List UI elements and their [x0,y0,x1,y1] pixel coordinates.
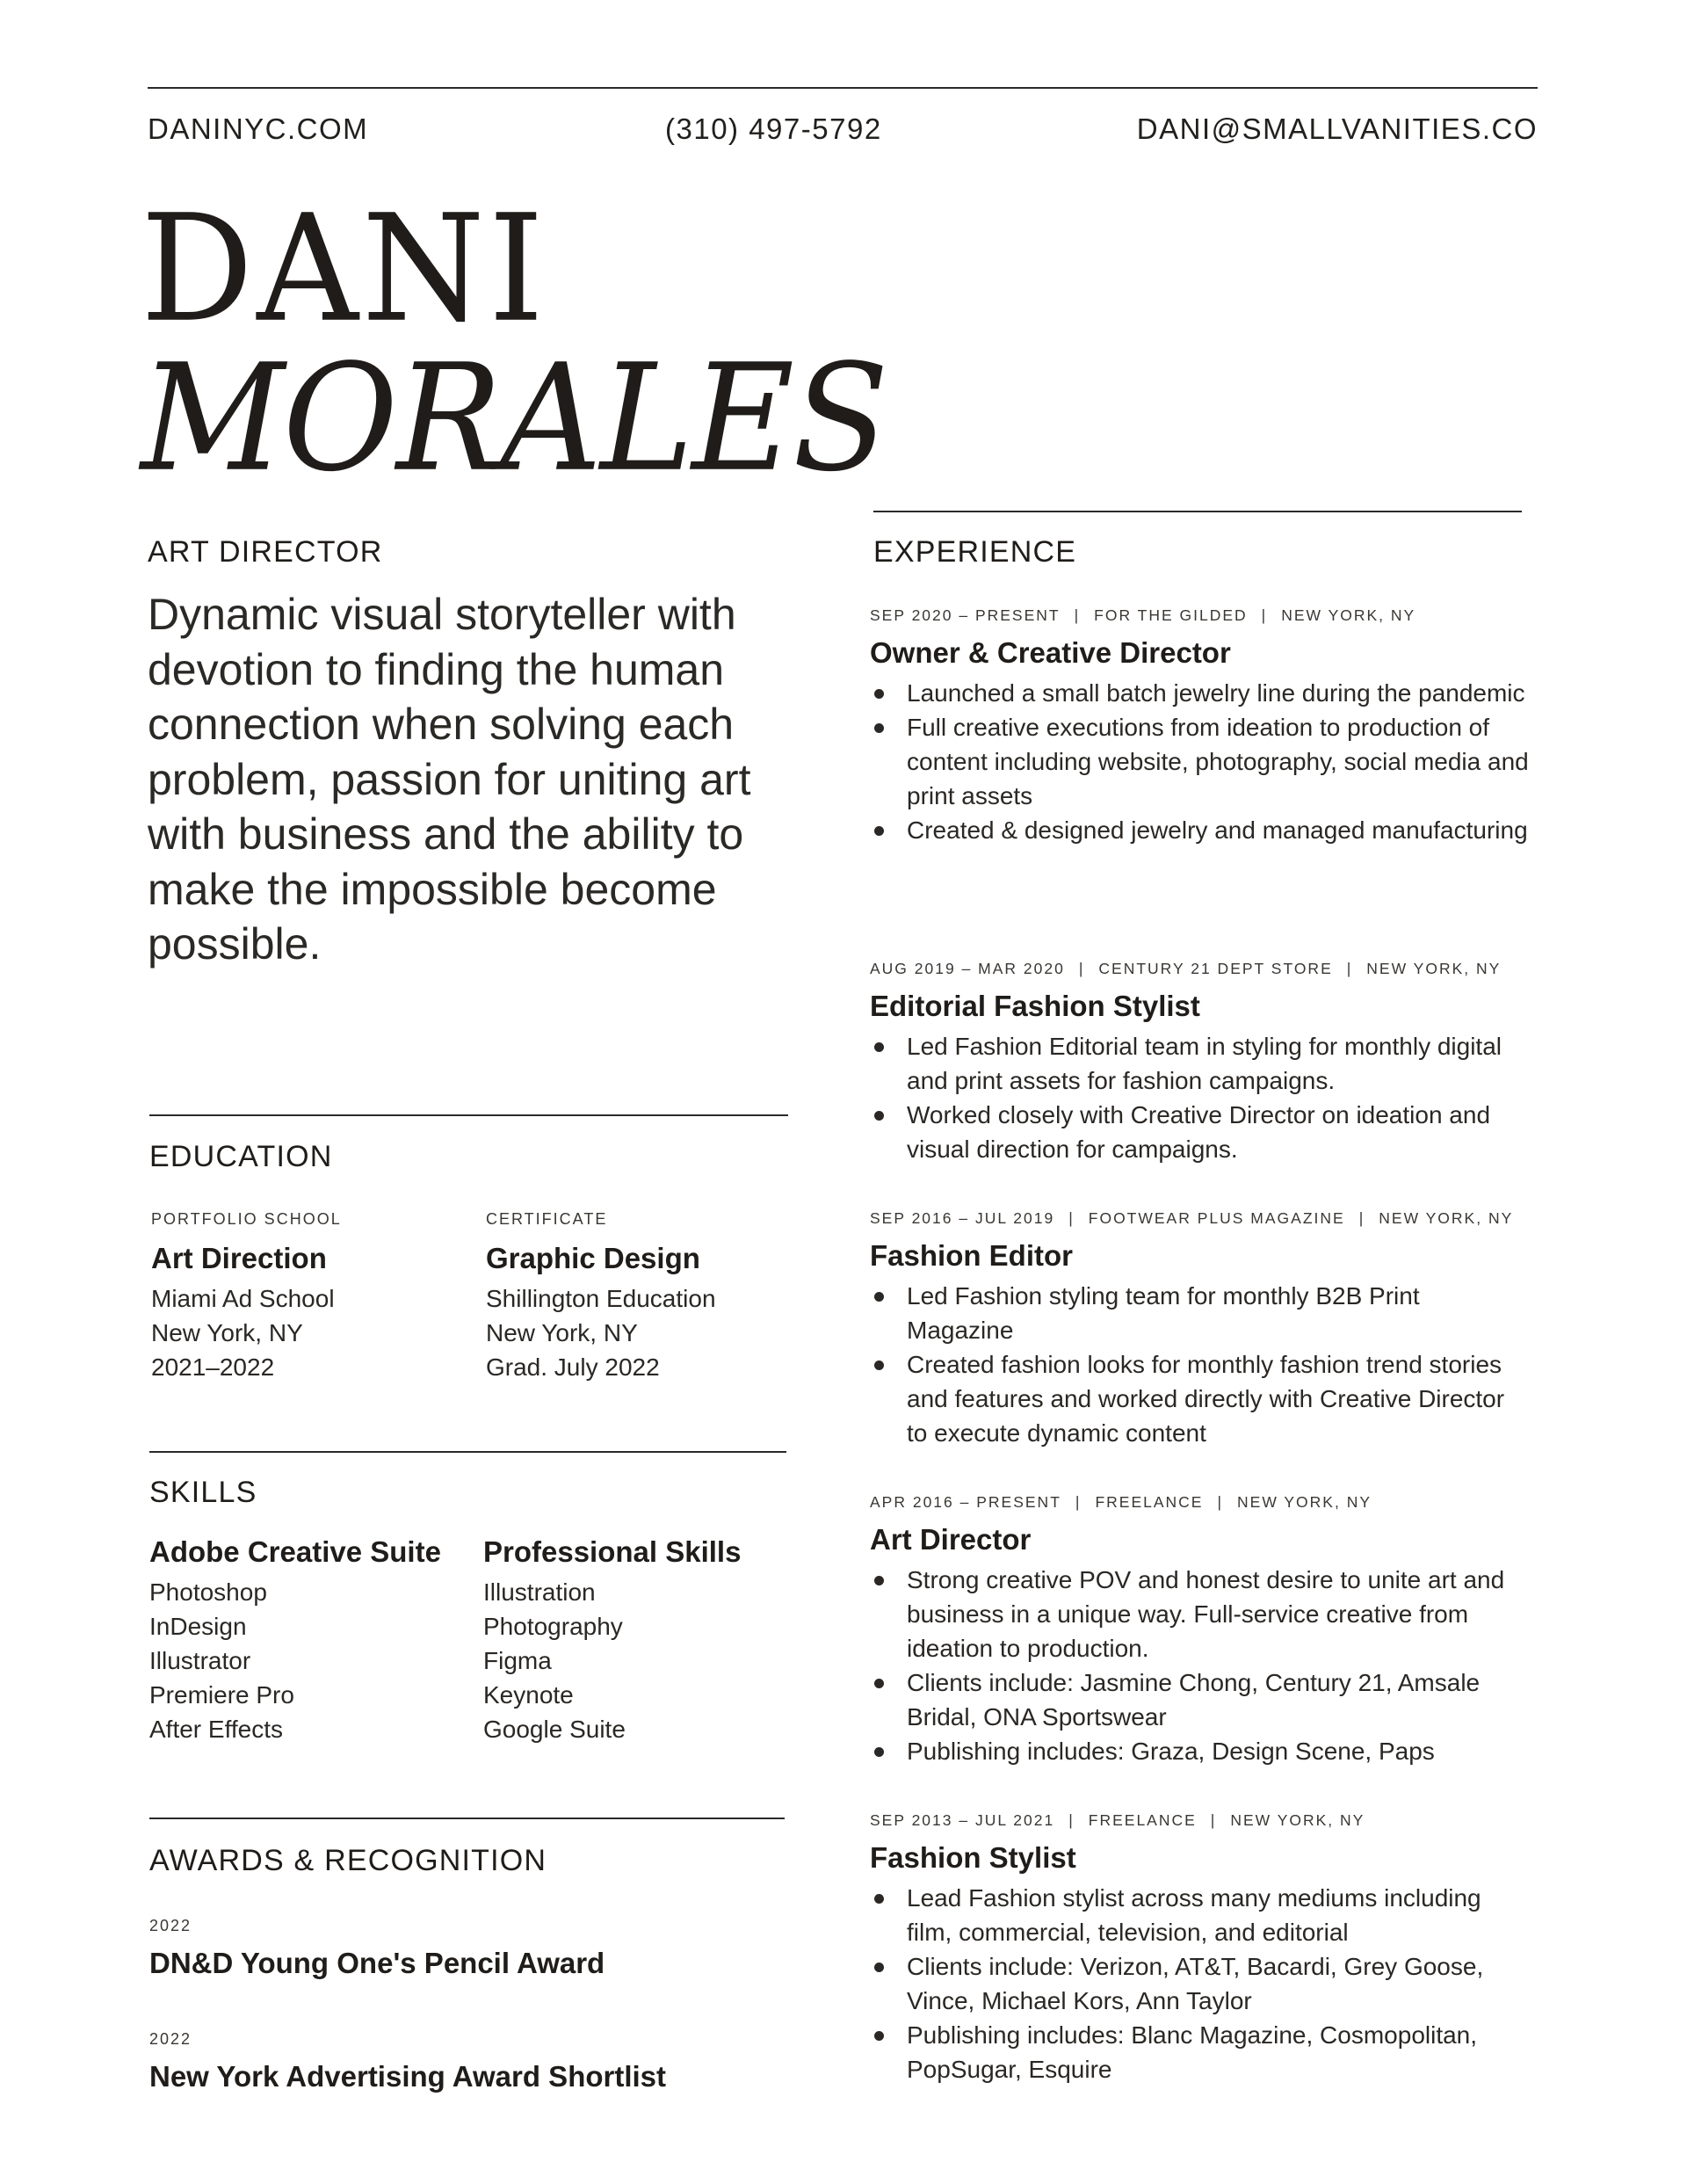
job-title: Editorial Fashion Stylist [870,990,1200,1022]
job-bullet: Created & designed jewelry and managed manufacturing [870,813,1529,847]
award-title: New York Advertising Award Shortlist [149,2060,667,2093]
job-location: NEW YORK, NY [1379,1209,1514,1227]
header-rule [148,87,1538,89]
skills-group-title: Adobe Creative Suite [149,1535,441,1568]
education-dates: Grad. July 2022 [486,1353,660,1381]
skill-item: Photoshop [149,1578,267,1606]
job-location: NEW YORK, NY [1237,1493,1372,1511]
summary-text: Dynamic visual storyteller with devotion to finding the human connection when solving each problem, passion for uniting art with business and the ability to make the impossible become possible. [148,590,751,969]
skill-item: Keynote [483,1681,574,1709]
skill-item: After Effects [149,1716,283,1743]
education-title: Art Direction [151,1242,327,1274]
experience-job [870,1492,1529,1768]
job-company: FOOTWEAR PLUS MAGAZINE [1088,1209,1345,1227]
job-bullet: Publishing includes: Blanc Magazine, Cosmopolitan, PopSugar, Esquire [870,2018,1529,2086]
awards-rule [149,1818,785,1819]
job-meta: SEP 2016 – JUL 2019 | FOOTWEAR PLUS MAGAZINE | NEW YORK, NY [870,1209,1514,1227]
job-dates: SEP 2016 – JUL 2019 [870,1209,1055,1227]
education-entry [151,1209,342,1384]
job-bullet: Clients include: Verizon, AT&T, Bacardi, Grey Goose, Vince, Michael Kors, Ann Taylor [870,1949,1529,2018]
job-bullet: Launched a small batch jewelry line during the pandemic [870,676,1529,710]
awards-heading: AWARDS & RECOGNITION [149,1844,547,1877]
job-bullet: Worked closely with Creative Director on ideation and visual direction for campaigns. [870,1098,1529,1166]
education-heading: EDUCATION [149,1140,333,1173]
job-location: NEW YORK, NY [1366,960,1502,977]
education-label: PORTFOLIO SCHOOL [151,1210,342,1228]
education-school: Shillington Education [486,1285,716,1312]
job-company: FOR THE GILDED [1094,606,1248,624]
job-location: NEW YORK, NY [1281,606,1416,624]
job-company: FREELANCE [1095,1493,1204,1511]
experience-job [870,1810,1529,2086]
job-dates: SEP 2013 – JUL 2021 [870,1811,1055,1829]
job-meta: APR 2016 – PRESENT | FREELANCE | NEW YORK, NY [870,1493,1372,1511]
skill-item: Photography [483,1613,623,1640]
education-rule [149,1114,788,1116]
job-title: Fashion Editor [870,1239,1073,1272]
experience-job [870,1208,1529,1450]
email-link[interactable]: DANI@SMALLVANITIES.CO [1136,112,1538,145]
skills-rule [149,1451,786,1453]
job-bullet: Created fashion looks for monthly fashion trend stories and features and worked directly with Creative Director to execute dynamic content [870,1347,1529,1450]
skill-item: InDesign [149,1613,247,1640]
job-title: Fashion Stylist [870,1841,1076,1874]
job-bullet: Lead Fashion stylist across many mediums including film, commercial, television, and editorial [870,1881,1529,1949]
job-dates: AUG 2019 – MAR 2020 [870,960,1065,977]
skill-item: Premiere Pro [149,1681,294,1709]
skill-item: Illustrator [149,1647,251,1674]
education-school: Miami Ad School [151,1285,335,1312]
award-year: 2022 [149,1917,192,1934]
award-item [149,2029,666,2094]
award-year: 2022 [149,2030,192,2048]
last-name: MORALES [141,331,887,504]
experience-heading: EXPERIENCE [873,535,1077,569]
job-title: Art Director [870,1523,1032,1556]
phone-number[interactable]: (310) 497-5792 [665,112,882,145]
education-entry [486,1209,716,1384]
skill-item: Google Suite [483,1716,626,1743]
skills-group-adobe [149,1535,441,1746]
job-meta: SEP 2013 – JUL 2021 | FREELANCE | NEW YORK, NY [870,1811,1365,1829]
skills-heading: SKILLS [149,1476,257,1509]
job-company: FREELANCE [1088,1811,1197,1829]
education-dates: 2021–2022 [151,1353,275,1381]
skill-item: Illustration [483,1578,596,1606]
job-title: Owner & Creative Director [870,636,1231,669]
award-title: DN&D Young One's Pencil Award [149,1947,605,1979]
job-bullet: Publishing includes: Graza, Design Scene, Paps [870,1734,1529,1768]
first-name: DANI [141,182,548,355]
award-item [149,1916,605,1981]
skills-group-title: Professional Skills [483,1535,742,1568]
job-bullet: Clients include: Jasmine Chong, Century 21, Amsale Bridal, ONA Sportswear [870,1665,1529,1734]
experience-job [870,606,1529,847]
website-link[interactable]: DANINYC.COM [148,112,369,145]
job-bullet: Full creative executions from ideation to production of content including website, photography, social media and print assets [870,710,1529,813]
job-location: NEW YORK, NY [1230,1811,1365,1829]
job-bullet: Led Fashion Editorial team in styling for monthly digital and print assets for fashion campaigns. [870,1029,1529,1098]
role-title: ART DIRECTOR [148,535,383,569]
skill-item: Figma [483,1647,552,1674]
job-company: CENTURY 21 DEPT STORE [1098,960,1333,977]
job-bullet: Strong creative POV and honest desire to unite art and business in a unique way. Full-service creative from ideation to production. [870,1563,1529,1665]
job-dates: SEP 2020 – PRESENT [870,606,1061,624]
education-location: New York, NY [486,1319,638,1346]
education-label: CERTIFICATE [486,1210,608,1228]
job-bullet: Led Fashion styling team for monthly B2B Print Magazine [870,1279,1529,1347]
experience-rule [873,511,1522,512]
experience-job [870,959,1529,1166]
skills-group-professional [483,1535,741,1746]
education-title: Graphic Design [486,1242,700,1274]
job-meta: AUG 2019 – MAR 2020 | CENTURY 21 DEPT STORE | NEW YORK, NY [870,960,1502,977]
job-meta: SEP 2020 – PRESENT | FOR THE GILDED | NEW YORK, NY [870,606,1416,624]
job-dates: APR 2016 – PRESENT [870,1493,1061,1511]
education-location: New York, NY [151,1319,303,1346]
